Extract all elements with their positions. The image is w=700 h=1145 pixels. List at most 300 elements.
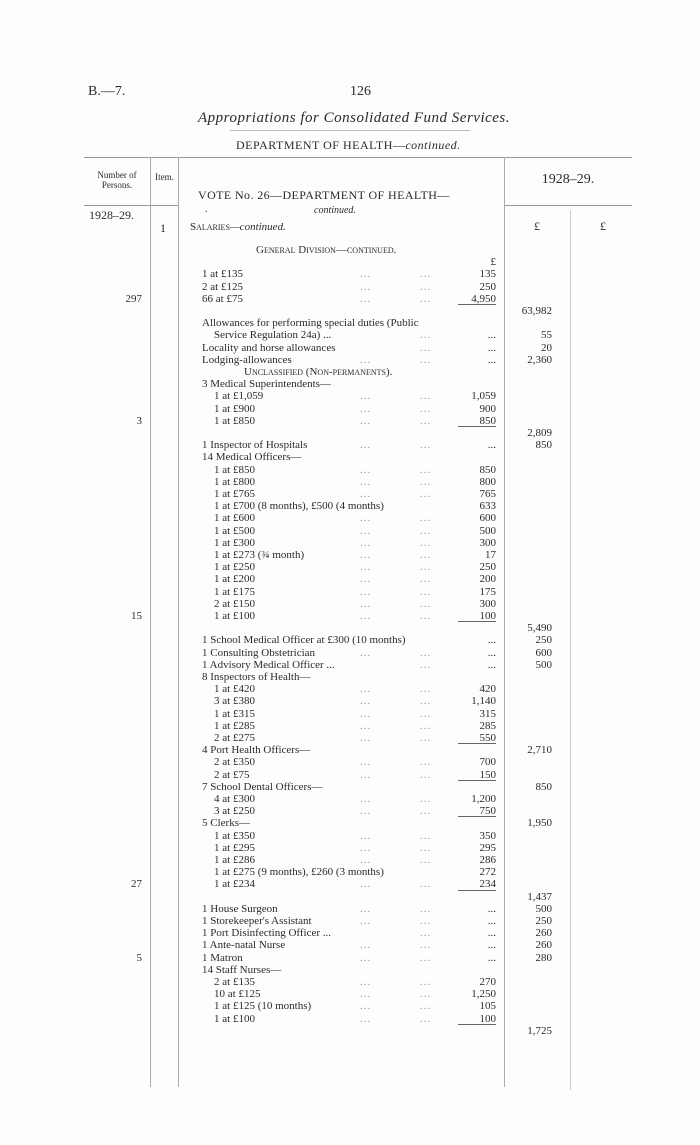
leader-dots: ...: [360, 536, 372, 549]
item-amount: 300: [479, 536, 496, 549]
line-item: [0, 964, 700, 977]
line-item: [0, 488, 700, 501]
line-item: [0, 610, 700, 623]
leader-dots: ...: [420, 878, 432, 891]
leader-dots: ...: [360, 610, 372, 622]
line-item: [0, 268, 700, 281]
subtotal-row: [0, 622, 700, 635]
leader-dots: ...: [360, 988, 372, 1001]
leader-dots: ...: [360, 353, 372, 366]
leader-dots: ...: [420, 805, 432, 818]
leader-dots: ...: [360, 549, 372, 561]
item-amount: 295: [479, 841, 496, 854]
item-total: 250: [535, 634, 552, 647]
item-description: 1 Inspector of Hospitals: [202, 439, 308, 452]
leader-dots: ...: [360, 524, 372, 537]
item-amount: 1,200: [471, 793, 496, 805]
leader-dots: ...: [420, 341, 432, 354]
line-item: [0, 866, 700, 879]
line-item: [0, 500, 700, 513]
item-amount: 100: [479, 1012, 496, 1025]
item-description: 1 School Medical Officer at £300 (10 months): [202, 634, 406, 647]
line-item: [0, 525, 700, 538]
item-total: 2,360: [527, 353, 552, 366]
line-item: [0, 781, 700, 794]
leader-dots: ...: [420, 268, 432, 281]
item-description: 2 at £350: [214, 756, 255, 769]
item-amount: 300: [479, 597, 496, 610]
leader-dots: ...: [360, 439, 372, 452]
item-description: 3 at £380: [214, 695, 255, 708]
subtotal-row: [0, 305, 700, 318]
leader-dots: ...: [420, 683, 432, 696]
item-description: 1 at £285: [214, 719, 255, 732]
item-amount: 850: [479, 463, 496, 476]
line-item: [0, 842, 700, 855]
item-description: 3 at £250: [214, 805, 255, 818]
leader-dots: ...: [360, 414, 372, 427]
item-description: Allowances for performing special duties (Public: [202, 317, 419, 330]
line-item: [0, 329, 700, 342]
item-amount: 600: [479, 512, 496, 525]
leader-dots: ...: [420, 414, 432, 427]
line-item: [0, 830, 700, 843]
line-item: [0, 439, 700, 452]
section-heading-text: Unclassified (Non-permanents).: [244, 366, 393, 378]
item-amount: 1,059: [471, 390, 496, 403]
line-item: [0, 561, 700, 574]
leader-dots: ...: [420, 841, 432, 854]
line-item: [0, 927, 700, 940]
leader-dots: ...: [420, 646, 432, 659]
leader-dots: ...: [360, 463, 372, 476]
leader-dots: ...: [420, 280, 432, 293]
line-item: [0, 537, 700, 550]
persons-year-label: 1928–29.: [89, 208, 134, 222]
line-item: [0, 683, 700, 696]
leader-dots: ...: [420, 390, 432, 403]
line-item: [0, 281, 700, 294]
item-amount: 285: [479, 719, 496, 732]
line-item: [0, 317, 700, 330]
line-item: [0, 415, 700, 428]
item-description: 1 Matron: [202, 951, 243, 964]
line-item: [0, 817, 700, 830]
line-item: [0, 915, 700, 928]
line-item: [0, 378, 700, 391]
item-description: 1 at £250: [214, 561, 255, 574]
subtotal-row: [0, 427, 700, 440]
line-item: [0, 1013, 700, 1026]
leader-dots: ...: [360, 829, 372, 842]
table-top-rule: [84, 157, 632, 158]
head-rule-left: [84, 205, 178, 206]
leader-dots: ...: [420, 976, 432, 988]
leader-dots: ...: [420, 524, 432, 537]
item-description: 1 at £273 (¾ month): [214, 549, 305, 561]
leader-dots: ...: [420, 353, 432, 366]
leader-dots: ...: [360, 573, 372, 586]
line-item: [0, 573, 700, 586]
line-item: [0, 793, 700, 806]
line-item: [0, 976, 700, 989]
item-description: 1 at £300: [214, 536, 255, 549]
leader-dots: ...: [360, 695, 372, 708]
leader-dots: ...: [420, 719, 432, 732]
leader-dots: ...: [360, 841, 372, 854]
item-amount: 850: [479, 414, 496, 427]
line-item: [0, 256, 700, 269]
item-description: 8 Inspectors of Health—: [202, 671, 311, 683]
item-amount: 250: [479, 561, 496, 574]
leader-dots: ...: [360, 1012, 372, 1025]
item-amount: 700: [479, 756, 496, 769]
leader-dots: ...: [420, 793, 432, 805]
department-continued: continued.: [405, 138, 461, 152]
item-description: 1 at £125 (10 months): [214, 1000, 312, 1013]
leader-dots: ...: [420, 561, 432, 574]
leader-dots: ...: [420, 463, 432, 476]
item-description: 4 at £300: [214, 793, 255, 805]
item-amount: ...: [487, 646, 496, 659]
line-item: [0, 476, 700, 489]
leader-dots: ...: [420, 658, 432, 671]
line-item: [0, 659, 700, 672]
item-description: 1 at £200: [214, 573, 255, 586]
line-item: [0, 903, 700, 916]
item-total: 500: [535, 658, 552, 671]
item-amount: 17: [485, 549, 496, 561]
page-title: Appropriations for Consolidated Fund Services.: [198, 110, 511, 126]
item-amount: 100: [479, 610, 496, 622]
item-amount: 150: [479, 768, 496, 781]
item-amount: 1,250: [471, 988, 496, 1001]
item-amount: 234: [479, 878, 496, 891]
leader-dots: ...: [420, 707, 432, 720]
item-description: 1 at £850: [214, 414, 255, 427]
leader-dots: ...: [420, 756, 432, 769]
item-description: 1 at £350: [214, 829, 255, 842]
item-amount: ...: [487, 341, 496, 354]
leader-dots: ...: [360, 488, 372, 500]
leader-dots: ...: [420, 732, 432, 744]
department-name: DEPARTMENT OF HEALTH—: [236, 138, 406, 152]
persons-count: 3: [136, 414, 142, 427]
item-description: Locality and horse allowances: [202, 341, 336, 354]
section-heading-text: General Division—continued.: [256, 244, 397, 256]
line-item: [0, 549, 700, 562]
item-amount: 135: [479, 268, 496, 281]
leader-dots: ...: [360, 902, 372, 915]
item-amount: ...: [487, 915, 496, 927]
line-item: [0, 342, 700, 355]
item-amount: ...: [487, 439, 496, 452]
persons-count: 27: [131, 878, 142, 891]
line-item: [0, 390, 700, 403]
item-amount: 500: [479, 524, 496, 537]
line-item: [0, 598, 700, 611]
subtotal-amount: 1,725: [527, 1024, 552, 1037]
title-rule: [230, 130, 470, 131]
leader-dots: ...: [360, 585, 372, 598]
line-item: [0, 939, 700, 952]
vote-dot: .: [205, 204, 208, 215]
item-description: 2 at £275: [214, 732, 255, 744]
item-description: 1 at £135: [202, 268, 243, 281]
item-amount: £: [490, 256, 496, 269]
item-description: 1 House Surgeon: [202, 902, 278, 915]
leader-dots: ...: [420, 573, 432, 586]
leader-dots: ...: [420, 329, 432, 342]
item-amount: 800: [479, 475, 496, 488]
line-item: [0, 293, 700, 306]
line-item: [0, 744, 700, 757]
page-number: 126: [350, 84, 371, 99]
item-description: 1 at £234: [214, 878, 255, 891]
leader-dots: ...: [360, 512, 372, 525]
leader-dots: ...: [360, 854, 372, 866]
item-description: 1 at £175: [214, 585, 255, 598]
item-description: 66 at £75: [202, 292, 243, 305]
item-total: 260: [535, 939, 552, 952]
item-description: 1 at £500: [214, 524, 255, 537]
line-item: [0, 451, 700, 464]
line-item: [0, 708, 700, 721]
item-total: 850: [535, 780, 552, 793]
persons-count: 297: [125, 292, 142, 305]
leader-dots: ...: [420, 915, 432, 927]
leader-dots: ...: [360, 561, 372, 574]
line-item: [0, 354, 700, 367]
item-amount: ...: [487, 939, 496, 952]
vote-title: VOTE No. 26—DEPARTMENT OF HEALTH—: [198, 188, 450, 202]
item-description: 1 at £100: [214, 1012, 255, 1025]
leader-dots: ...: [420, 292, 432, 305]
item-amount: ...: [487, 927, 496, 940]
item-amount: 633: [479, 500, 496, 513]
leader-dots: ...: [360, 683, 372, 696]
line-item: [0, 878, 700, 891]
item-description: 1 at £850: [214, 463, 255, 476]
line-item: [0, 695, 700, 708]
leader-dots: ...: [360, 1000, 372, 1013]
leader-dots: ...: [420, 536, 432, 549]
leader-dots: ...: [420, 549, 432, 561]
vote-continued: continued.: [314, 205, 356, 216]
item-description: 1 at £765: [214, 488, 255, 500]
item-description: 1 at £800: [214, 475, 255, 488]
persons-column-header: Number of Persons.: [97, 170, 137, 190]
subtotal-rule: [458, 780, 496, 781]
leader-dots: ...: [360, 268, 372, 281]
item-amount: ...: [487, 634, 496, 647]
line-item: [0, 952, 700, 965]
leader-dots: ...: [360, 756, 372, 769]
leader-dots: ...: [360, 597, 372, 610]
leader-dots: ...: [360, 878, 372, 891]
leader-dots: ...: [420, 854, 432, 866]
item-description: 1 at £700 (8 months), £500 (4 months): [214, 500, 384, 513]
leader-dots: ...: [420, 439, 432, 452]
line-item: [0, 671, 700, 684]
item-description: Service Regulation 24a) ...: [214, 329, 332, 342]
line-item: [0, 732, 700, 745]
item-column-header: Item.: [155, 172, 174, 182]
item-total: 250: [535, 915, 552, 927]
document-reference: B.—7.: [88, 84, 126, 99]
subtotal-amount: 1,437: [527, 890, 552, 903]
leader-dots: ...: [360, 951, 372, 964]
line-item: [0, 1000, 700, 1013]
item-amount: ...: [487, 951, 496, 964]
persons-count: 5: [136, 951, 142, 964]
leader-dots: ...: [360, 402, 372, 415]
line-item: [0, 647, 700, 660]
line-item: [0, 756, 700, 769]
item-amount: 315: [479, 707, 496, 720]
item-description: 1 Consulting Obstetrician: [202, 646, 316, 659]
item-description: 1 at £900: [214, 402, 255, 415]
item-description: 4 Port Health Officers—: [202, 744, 311, 757]
year-column-header: 1928–29.: [541, 172, 595, 187]
salaries-label: Salaries: [190, 221, 230, 233]
pound-sign-total: £: [534, 219, 540, 233]
item-amount: 200: [479, 573, 496, 586]
leader-dots: ...: [360, 475, 372, 488]
item-description: 1 Ante-natal Nurse: [202, 939, 286, 952]
line-item: [0, 769, 700, 782]
department-heading: [236, 138, 461, 153]
item-amount: 765: [479, 488, 496, 500]
leader-dots: ...: [360, 707, 372, 720]
item-total: 280: [535, 951, 552, 964]
item-amount: 175: [479, 585, 496, 598]
item-description: 1 at £295: [214, 841, 255, 854]
line-item: [0, 854, 700, 867]
line-item: [0, 720, 700, 733]
leader-dots: ...: [360, 976, 372, 988]
leader-dots: ...: [360, 732, 372, 744]
item-amount: ...: [487, 353, 496, 366]
line-item: [0, 805, 700, 818]
subtotal-rule: [458, 621, 496, 622]
item-description: 14 Staff Nurses—: [202, 963, 282, 976]
section-heading: [0, 366, 700, 379]
line-item: [0, 403, 700, 416]
leader-dots: ...: [420, 829, 432, 842]
leader-dots: ...: [360, 280, 372, 293]
item-description: 7 School Dental Officers—: [202, 780, 323, 793]
leader-dots: ...: [420, 475, 432, 488]
item-description: 1 at £100: [214, 610, 255, 622]
leader-dots: ...: [420, 939, 432, 952]
pound-sign-right: £: [600, 219, 606, 233]
line-item: [0, 586, 700, 599]
item-description: 1 at £315: [214, 707, 255, 720]
item-number: 1: [160, 221, 166, 235]
leader-dots: ...: [420, 695, 432, 708]
leader-dots: ...: [420, 1012, 432, 1025]
item-description: 2 at £135: [214, 976, 255, 988]
item-total: 55: [541, 329, 552, 342]
item-amount: 4,950: [471, 292, 496, 305]
leader-dots: ...: [360, 793, 372, 805]
item-description: 1 at £275 (9 months), £260 (3 months): [214, 866, 384, 879]
item-amount: 900: [479, 402, 496, 415]
item-description: 1 at £1,059: [214, 390, 264, 403]
line-item: [0, 512, 700, 525]
salaries-continued: —continued.: [229, 221, 286, 233]
item-description: 3 Medical Superintendents—: [202, 378, 331, 391]
leader-dots: ...: [420, 512, 432, 525]
leader-dots: ...: [360, 646, 372, 659]
leader-dots: ...: [420, 902, 432, 915]
item-amount: 105: [479, 1000, 496, 1013]
item-description: 1 Advisory Medical Officer ...: [202, 658, 335, 671]
subtotal-amount: 5,490: [527, 622, 552, 635]
leader-dots: ...: [360, 805, 372, 818]
leader-dots: ...: [420, 585, 432, 598]
line-item: [0, 988, 700, 1001]
leader-dots: ...: [360, 719, 372, 732]
item-description: 1 Storekeeper's Assistant: [202, 915, 312, 927]
leader-dots: ...: [360, 939, 372, 952]
subtotal-rule: [458, 304, 496, 305]
leader-dots: ...: [420, 488, 432, 500]
leader-dots: ...: [360, 292, 372, 305]
item-total: 1,950: [527, 817, 552, 830]
item-description: 5 Clerks—: [202, 817, 250, 830]
item-total: 2,710: [527, 744, 552, 757]
section-heading: [0, 244, 700, 257]
item-description: 10 at £125: [214, 988, 261, 1001]
leader-dots: ...: [420, 988, 432, 1001]
item-total: 850: [535, 439, 552, 452]
item-description: 1 at £600: [214, 512, 255, 525]
leader-dots: ...: [420, 768, 432, 781]
item-amount: 750: [479, 805, 496, 818]
subtotal-row: [0, 891, 700, 904]
leader-dots: ...: [420, 610, 432, 622]
subtotal-amount: 2,809: [527, 427, 552, 439]
item-description: 1 Port Disinfecting Officer ...: [202, 927, 332, 940]
item-description: 14 Medical Officers—: [202, 451, 302, 464]
item-amount: ...: [487, 329, 496, 342]
item-description: 2 at £75: [214, 768, 250, 781]
item-description: 2 at £150: [214, 597, 255, 610]
leader-dots: ...: [360, 390, 372, 403]
leader-dots: ...: [420, 597, 432, 610]
subtotal-amount: 63,982: [521, 305, 552, 317]
subtotal-row: [0, 1025, 700, 1038]
item-description: 1 at £420: [214, 683, 255, 696]
persons-count: 15: [131, 610, 142, 622]
leader-dots: ...: [420, 1000, 432, 1013]
item-total: 500: [535, 902, 552, 915]
leader-dots: ...: [360, 915, 372, 927]
item-description: 1 at £286: [214, 854, 255, 866]
subtotal-rule: [458, 1024, 496, 1025]
line-item: [0, 634, 700, 647]
item-amount: ...: [487, 658, 496, 671]
item-amount: 272: [479, 866, 496, 879]
item-total: 20: [541, 341, 552, 354]
item-total: 600: [535, 646, 552, 659]
subtotal-rule: [458, 426, 496, 427]
leader-dots: ...: [360, 768, 372, 781]
subtotal-rule: [458, 890, 496, 891]
line-item: [0, 464, 700, 477]
